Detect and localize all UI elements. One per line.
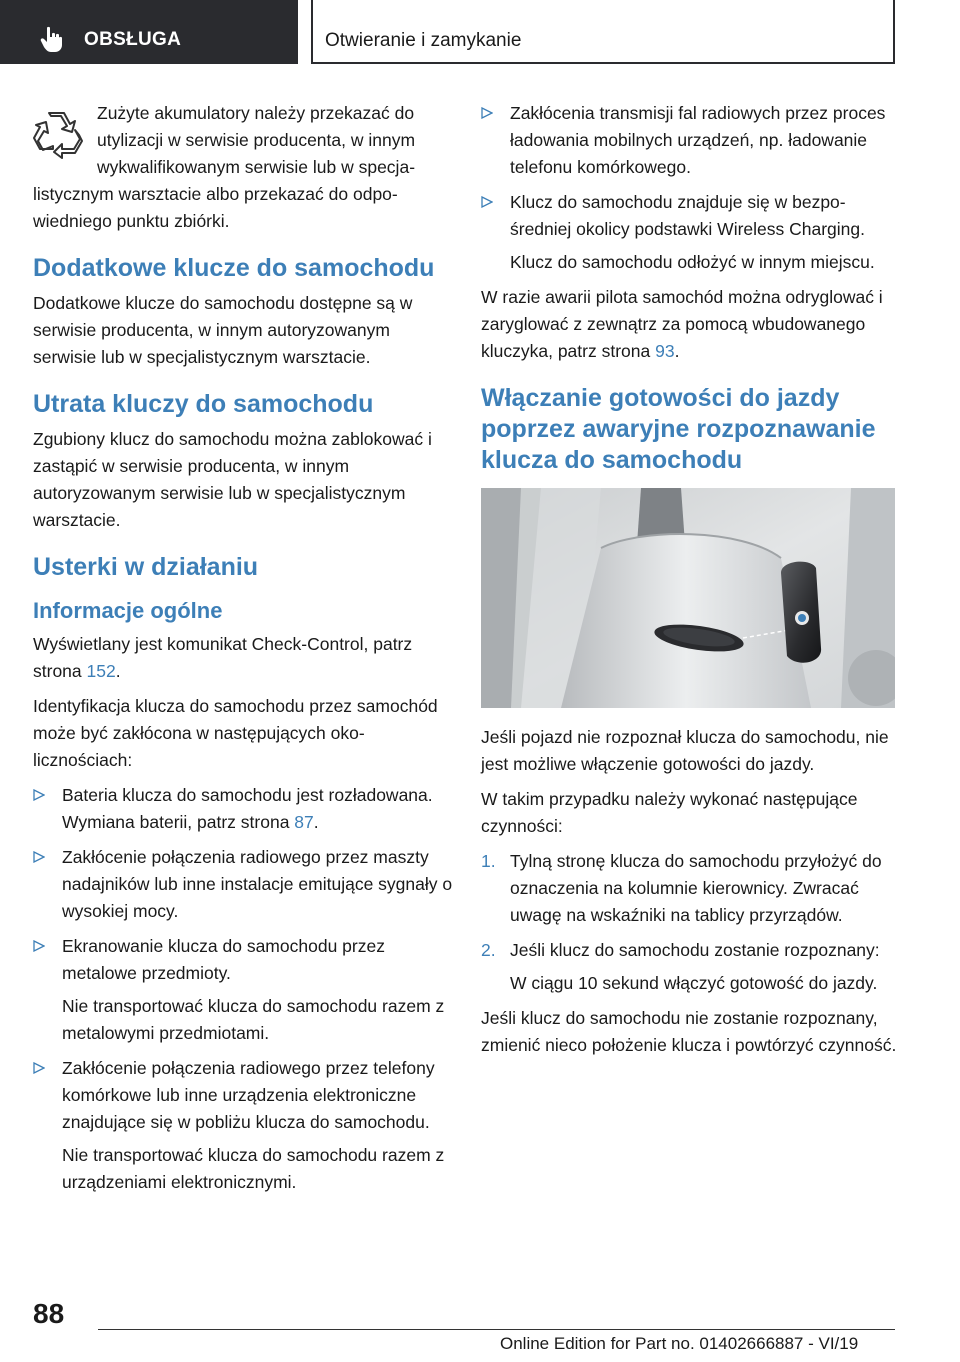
heading-malfunction: Usterki w działaniu [33, 553, 259, 581]
triangle-bullet-icon [481, 196, 493, 208]
paragraph-key-loss: Zgubiony klucz do samochodu można zablokować i zastąpić w serwisie producenta, w innym autoryzowanym serwisie lub w specjalistycznym warsztacie. [33, 429, 432, 530]
heading-key-loss: Utrata kluczy do samochodu [33, 390, 374, 418]
bullet-text: Bateria klucza do samochodu jest rozładowana. Wymiana baterii, patrz strona [62, 785, 433, 832]
step-number: 2. [481, 940, 496, 960]
page-number: 88 [33, 1298, 65, 1329]
step-number: 1. [481, 851, 496, 871]
paragraph-check-control [33, 631, 453, 685]
emergency-text: W razie awarii pilota samochód można odryglować i zaryglować z zewnątrz za pomocą wbudowanego kluczyka, patrz strona [481, 287, 883, 361]
section-title: OBSŁUGA [84, 29, 182, 50]
bullet-text: Zakłócenia transmisji fal radiowych przez proces ładowania mobilnych urządzeń, np. ładowanie telefonu komórkowego. [510, 103, 886, 177]
heading-extra-keys: Dodatkowe klucze do samochodu [33, 254, 435, 282]
hand-icon [40, 26, 64, 52]
period: . [115, 661, 121, 681]
bullet-text: Ekranowanie klucza do samochodu przez metalowe przedmioty. [62, 936, 385, 983]
recycling-text: Zużyte akumulatory należy przekazać do utylizacji w serwisie producenta, w innym wykwalifikowanym serwisie lub w specjalistycznym warsztacie albo przekazać do odpowiedniego punktu zbiórki. [33, 103, 416, 231]
bullet-subtext: Nie transportować klucza do samochodu razem z metalowymi przedmiotami. [62, 996, 445, 1043]
steps-list [481, 848, 899, 997]
list-item [481, 100, 899, 181]
triangle-bullet-icon [33, 1062, 45, 1074]
recycling-note [33, 100, 453, 235]
bullet-text: Klucz do samochodu znajduje się w bezpośredniej okolicy podstawki Wireless Charging. [510, 192, 866, 239]
page-link-93[interactable]: 93 [655, 341, 675, 361]
paragraph-retry: Jeśli klucz do samochodu nie zostanie rozpoznany, zmienić nieco położenie klucza i powtórzyć czynność. [481, 1008, 897, 1055]
heading-drive-ready: Włączanie gotowości do jazdy poprzez awaryjne rozpoznawanie klucza do samochodu [481, 384, 876, 474]
triangle-bullet-icon [481, 107, 493, 119]
triangle-bullet-icon [33, 940, 45, 952]
chapter-title: Otwieranie i zamykanie [325, 30, 522, 51]
step-text: Jeśli klucz do samochodu zostanie rozpoznany: [510, 940, 880, 960]
list-item [33, 782, 453, 836]
paragraph-extra-keys: Dodatkowe klucze do samochodu dostępne są w serwisie producenta, w innym autoryzowanym serwisie lub w specjalistycznym warsztacie. [33, 293, 413, 367]
step-text: Tylną stronę klucza do samochodu przyłożyć do oznaczenia na kolumnie kierownicy. Zwracać uwagę na wskaźniki na tablicy przyrządów. [510, 851, 882, 925]
list-item [33, 933, 453, 1047]
step-item [481, 937, 899, 997]
chapter-header [311, 0, 895, 64]
period: . [313, 812, 319, 832]
steering-column-key-photo [481, 488, 895, 708]
bullet-text: Zakłócenie połączenia radiowego przez maszty nadajników lub inne instalacje emitujące sygnały o wysokiej mocy. [62, 847, 453, 921]
bullet-subtext: Nie transportować klucza do samochodu razem z urządzeniami elektronicznymi. [62, 1145, 445, 1192]
page-link-152[interactable]: 152 [86, 661, 116, 681]
recycling-icon [31, 106, 87, 162]
list-item [33, 844, 453, 925]
bullet-text: Zakłócenie połączenia radiowego przez telefony komórkowe lub inne urządzenia elektroniczne znajdujące się w pobliżu klucza do samochodu. [62, 1058, 435, 1132]
paragraph-emergency-key [481, 284, 899, 365]
paragraph-steps-intro: W takim przypadku należy wykonać następujące czynności: [481, 789, 858, 836]
footer-divider [98, 1329, 895, 1330]
paragraph-identification: Identyfikacja klucza do samochodu przez samochód może być zakłócona w następujących okolicznościach: [33, 696, 438, 770]
bullet-subtext: Klucz do samochodu odłożyć w innym miejscu. [510, 252, 875, 272]
check-control-text: Wyświetlany jest komunikat Check-Control, patrz strona [33, 634, 413, 681]
page-link-87[interactable]: 87 [294, 812, 314, 832]
triangle-bullet-icon [33, 789, 45, 801]
left-column [33, 100, 453, 1204]
triangle-bullet-icon [33, 851, 45, 863]
paragraph-not-recognized: Jeśli pojazd nie rozpoznał klucza do samochodu, nie jest możliwe włączenie gotowości do jazdy. [481, 727, 889, 774]
list-item [33, 1055, 453, 1196]
step-subtext: W ciągu 10 sekund włączyć gotowość do jazdy. [510, 973, 878, 993]
section-tab [0, 0, 298, 64]
interference-list [33, 782, 453, 1196]
interference-list-continued [481, 100, 899, 276]
heading-general-info: Informacje ogólne [33, 598, 223, 623]
list-item [481, 189, 899, 276]
right-column [481, 100, 899, 1067]
period: . [674, 341, 680, 361]
step-item [481, 848, 899, 929]
edition-footer: Online Edition for Part no. 01402666887 - VI/19 [500, 1334, 859, 1353]
